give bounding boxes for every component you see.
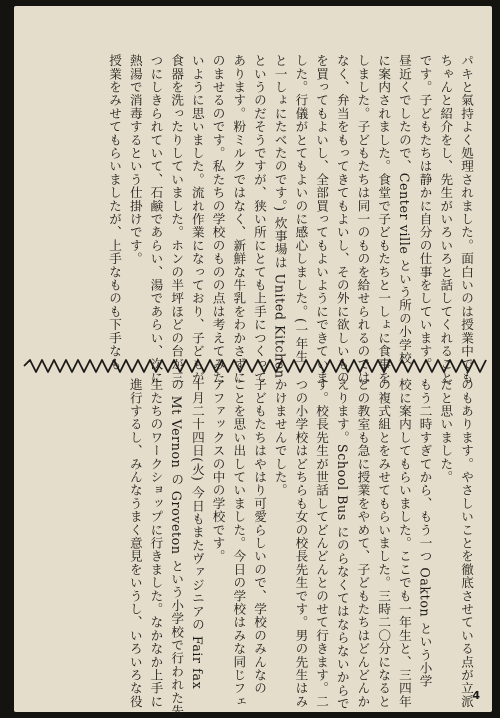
text-line: す。校長先生が世話してどんどんとのせて行きます。二 bbox=[314, 378, 330, 708]
text-line: 昼近くでしたので、Center ville という所の小学校 bbox=[396, 54, 412, 365]
text-line: ちゃんと紹介をし、先生がいろいろと話してくれること bbox=[438, 54, 454, 384]
text-line: のませるのです。私たちの学校のものの点は考えてみた bbox=[210, 54, 226, 384]
text-line: 十月二十四日(火) 今日もまたヴァジニアの Fair fax bbox=[189, 378, 205, 690]
text-block-right bbox=[272, 378, 476, 711]
text-line: なく、弁当をもってきてもよいし、その外に欲しいもの bbox=[334, 54, 350, 384]
section-divider bbox=[14, 354, 492, 378]
text-line: いように思いました。流れ作業になっており、子どもが bbox=[189, 54, 205, 384]
text-line: 食器を洗ったりしていました。ホンの半坪ほどの台が三 bbox=[169, 54, 185, 384]
text-line: した。行儀がとてもよいのに感心しました。(一年生 bbox=[293, 54, 309, 364]
text-line: 子どもたちはやはり可愛らしいので、学校のみんなの bbox=[252, 378, 267, 695]
text-line: 授業をみせてもらいましたが、上手なものも下手なも bbox=[107, 54, 123, 371]
text-block-left bbox=[54, 378, 269, 718]
text-line: のもあります。やさしいことを徹底させている点が立派 bbox=[459, 378, 474, 708]
text-line: えります。School Bus にのらなくてはならないからで bbox=[334, 378, 350, 711]
text-line: しました。子どもたちは同一のものを給せられるのでは bbox=[355, 54, 371, 384]
text-line: 熱湯で消毒するという仕掛けです。 bbox=[127, 54, 143, 266]
text-line: アファックスの中の学校です。 bbox=[210, 378, 226, 563]
text-line: ことを思い出していました。今日の学校はみな同じフェ bbox=[231, 378, 247, 708]
text-line: の Mt Vernon の Groveton という小学校で行われた先 bbox=[169, 378, 185, 718]
text-line: に案内されました。食堂で子どもたちと一しょに食事を bbox=[376, 54, 392, 384]
document-page bbox=[14, 6, 492, 718]
text-line: パキと氣持よく処理されました。面白いのは授業中でも bbox=[459, 54, 474, 384]
text-line: あります。粉ミルクではなく、新鮮な牛乳をわかさずに bbox=[231, 54, 247, 384]
page-number: 4 bbox=[472, 689, 480, 702]
text-line: の複式組とをみせてもらいました。三時二〇分になると bbox=[376, 378, 392, 708]
text-line: 進行するし、みんなうまく意見をいうし、いろいろな役 bbox=[127, 378, 143, 708]
text-line: つにしきられていて、石鹸であらい、湯であらい、次に bbox=[148, 54, 164, 384]
text-line: 校に案内してもらいました。ここでも一年生と、三四年 bbox=[396, 378, 412, 708]
text-line: を買ってもよいし、全部買ってもよいようにできていま bbox=[314, 54, 330, 384]
text-line: つの小学校はどちらも女の校長先生です。男の先生はみ bbox=[293, 378, 309, 708]
text-line: どの教室も急に授業をやめて、子どもたちはどんどんか bbox=[355, 378, 371, 708]
text-line: です。子どもたちは静かに自分の仕事をしています。 bbox=[417, 54, 433, 371]
text-line: だと思いました。 bbox=[438, 378, 454, 484]
text-line: 生たちのワークショップに行きました。なかなか上手に bbox=[148, 378, 164, 708]
text-block-top bbox=[54, 54, 476, 384]
text-line: というのだそうですが、狭い所にとても上手につくって bbox=[251, 54, 267, 384]
text-line: かけませんでした。 bbox=[272, 378, 288, 497]
text-line: もう二時すぎてから、もう一つ Oakton という小学 bbox=[417, 378, 433, 688]
text-line: と一しょにたべたのです。) 炊事場は United Kitchen bbox=[272, 54, 288, 379]
